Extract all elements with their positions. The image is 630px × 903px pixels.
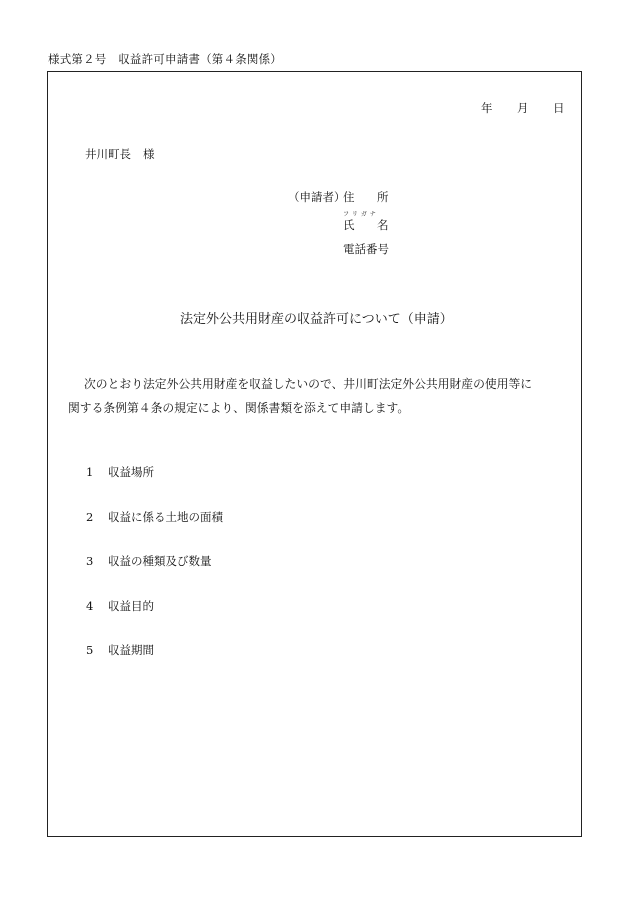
item-3 xyxy=(86,553,212,569)
item-number: 3 xyxy=(86,554,94,568)
date-day-label: 日 xyxy=(553,101,565,115)
item-number: 5 xyxy=(86,643,94,657)
item-label: 収益に係る土地の面積 xyxy=(108,510,223,524)
body-line-1: 次のとおり法定外公共用財産を収益したいので、井川町法定外公共用財産の使用等に xyxy=(84,377,533,391)
body-line-2: 関する条例第４条の規定により、関係書類を添えて申請します。 xyxy=(68,401,410,415)
date-year-label: 年 xyxy=(481,101,493,115)
item-5 xyxy=(86,642,154,658)
item-4 xyxy=(86,598,154,614)
item-1 xyxy=(86,464,154,480)
item-label: 収益の種類及び数量 xyxy=(108,554,212,568)
item-number: 2 xyxy=(86,510,94,524)
item-2 xyxy=(86,509,223,525)
name-furigana: フ リ ガ ナ xyxy=(343,211,377,218)
form-number: 様式第２号 収益許可申請書（第４条関係） xyxy=(48,52,282,66)
item-label: 収益目的 xyxy=(108,599,154,613)
item-label: 収益期間 xyxy=(108,643,154,657)
date-month-label: 月 xyxy=(517,101,529,115)
phone-label: 電話番号 xyxy=(343,242,389,256)
item-number: 4 xyxy=(86,599,94,613)
document-title: 法定外公共用財産の収益許可について（申請） xyxy=(180,312,453,327)
name-label-b: 名 xyxy=(377,218,389,232)
address-label-a: 住 xyxy=(343,190,355,204)
name-label-a: 氏 xyxy=(343,218,355,232)
item-label: 収益場所 xyxy=(108,465,154,479)
item-number: 1 xyxy=(86,465,94,479)
addressee-name: 井川町長 xyxy=(85,147,131,161)
addressee xyxy=(85,146,155,162)
addressee-honorific: 様 xyxy=(143,147,155,161)
address-label-b: 所 xyxy=(377,190,389,204)
form-frame xyxy=(47,71,582,837)
applicant-label: （申請者） xyxy=(288,190,346,204)
